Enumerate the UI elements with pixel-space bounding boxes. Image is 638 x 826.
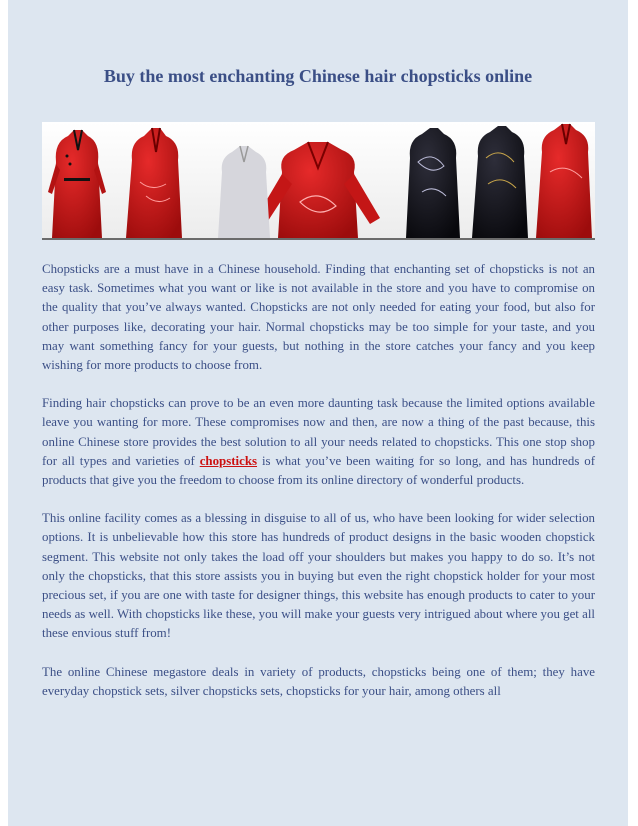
- chopsticks-link[interactable]: chopsticks: [199, 453, 258, 468]
- paragraph-2-text-end: is what you’ve been waiting for so long, and has hundreds of products that give you the freedom to choose from its online directory of wonderful products.: [42, 453, 595, 488]
- red-dress-3: [536, 124, 592, 238]
- paragraph-4: The online Chinese megastore deals in variety of products, chopsticks being one of them; they have everyday chopstick sets, silver chopsticks sets, chopsticks for your hair, among others all: [42, 664, 595, 698]
- paragraph-2-text-start: Finding hair chopsticks can prove to be an even more daunting task because the limited options available leave you wanting for more. These compromises now and then, are now a thing of the past because, this online Chinese store provides the best solution to all your needs related to chopsticks. This one stop shop for all types and varieties of: [42, 396, 595, 468]
- paragraph-3: This online facility comes as a blessing in disguise to all of us, who have been looking for wider selection options. It is unbelievable how this store has hundreds of product designs in the basic wooden chopstick segment. This website not only takes the load off your shoulders but makes you happy to do so. It’s not only the chopsticks, that this store assists you in buying but even the right chopstick holder for your most precious set, if you are one with taste for designer things, this website has enough products to cater to your needs as well. With chopsticks like these, you will make your guests very intrigued about where you get all these envious stuff from!: [42, 511, 595, 641]
- paragraph-2: [42, 394, 595, 490]
- grey-dress: [218, 146, 270, 238]
- black-dress-2: [472, 126, 528, 238]
- qipao-dresses-illustration: [42, 122, 595, 238]
- document-page: [8, 0, 628, 826]
- page-title: Buy the most enchanting Chinese hair chopsticks online: [103, 66, 533, 86]
- red-dress-2: [126, 128, 182, 238]
- banner-image: [42, 122, 595, 240]
- paragraph-1: Chopsticks are a must have in a Chinese household. Finding that enchanting set of chopsticks is not an easy task. Sometimes what you want or like is not available in the store and you have to compromise on the quality that you’ve always wanted. Chopsticks are not only needed for eating your food, but also for other purposes like, decorating your hair. Normal chopsticks may be too simple for your taste, and you may want something fancy for your guests, but nothing in the store catches your fancy and you keep wishing for more products to choose from.: [42, 262, 595, 373]
- article-body: [42, 260, 595, 720]
- black-dress-1: [406, 128, 460, 238]
